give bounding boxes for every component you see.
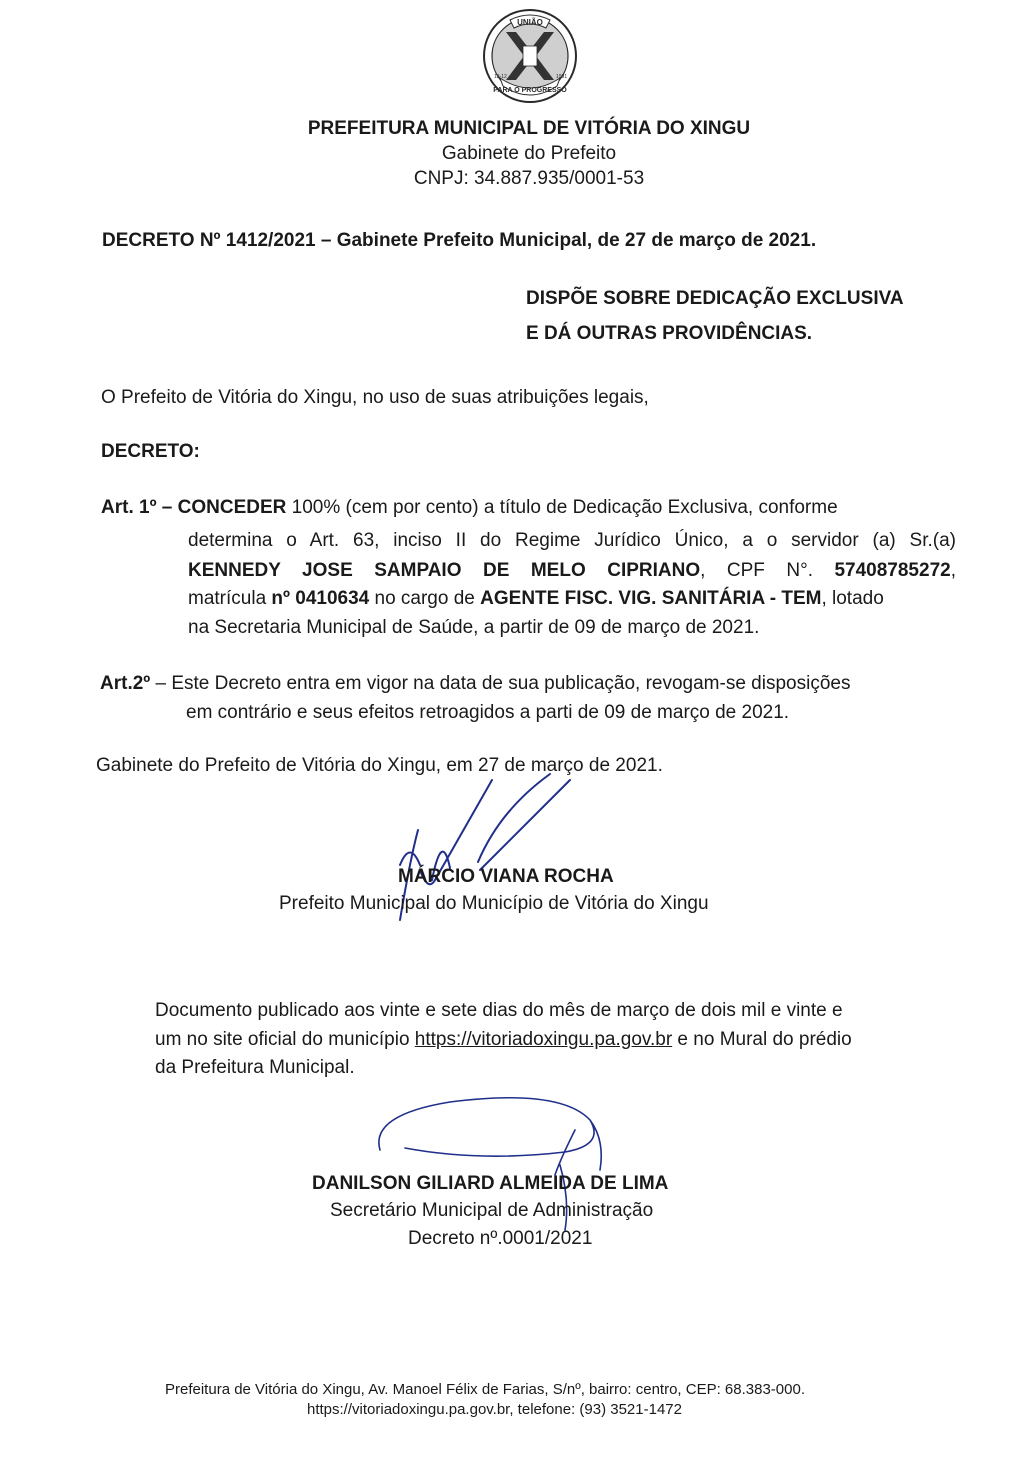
publication-line2-pre: um no site oficial do município: [155, 1029, 415, 1050]
cargo-label: no cargo de: [369, 588, 481, 609]
cpf-label: , CPF N°.: [700, 560, 835, 581]
art2-line2: em contrário e seus efeitos retroagidos a parti de 09 de março de 2021.: [186, 702, 790, 723]
cargo-value: AGENTE FISC. VIG. SANITÁRIA - TEM: [480, 588, 822, 609]
art1-line4: [188, 588, 956, 610]
cpf-value: 57408785272: [834, 560, 951, 581]
art1-text1: 100% (cem por cento) a título de Dedicação Exclusiva, conforme: [286, 497, 838, 518]
art2-text1: – Este Decreto entra em vigor na data de sua publicação, revogam-se disposições: [150, 673, 851, 694]
art2-label: Art.2º: [100, 673, 151, 694]
matricula-value: nº 0410634: [271, 588, 370, 609]
seal-bottom-text: PARA O PROGRESSO: [493, 87, 567, 94]
decree-heading: DECRETO Nº 1412/2021 – Gabinete Prefeito Municipal, de 27 de março de 2021.: [102, 230, 817, 251]
matricula-label: matrícula: [188, 588, 272, 609]
header-cnpj: CNPJ: 34.887.935/0001-53: [413, 168, 645, 189]
signatory1-name: MÁRCIO VIANA ROCHA: [398, 866, 614, 887]
municipal-website-link[interactable]: https://vitoriadoxingu.pa.gov.br: [414, 1029, 673, 1050]
decree-preamble: O Prefeito de Vitória do Xingu, no uso de suas atribuições legais,: [101, 387, 649, 408]
publication-line1: Documento publicado aos vinte e sete dias do mês de março de dois mil e vinte e: [155, 1000, 843, 1021]
cpf-after: ,: [950, 560, 956, 581]
decreto-label: DECRETO:: [101, 441, 200, 462]
footer-contact: https://vitoriadoxingu.pa.gov.br, telefone: (93) 3521-1472: [307, 1401, 682, 1418]
header-title: PREFEITURA MUNICIPAL DE VITÓRIA DO XINGU: [307, 118, 751, 139]
municipal-seal-icon: [480, 6, 580, 106]
publication-line3: da Prefeitura Municipal.: [155, 1057, 355, 1078]
signatory2-name: DANILSON GILIARD ALMEIDA DE LIMA: [312, 1173, 669, 1194]
servant-name: KENNEDY JOSE SAMPAIO DE MELO CIPRIANO: [188, 560, 701, 581]
cargo-after: , lotado: [821, 588, 884, 609]
signatory2-role: Secretário Municipal de Administração: [330, 1200, 654, 1221]
publication-line2: [155, 1029, 852, 1051]
art1-line2: determina o Art. 63, inciso II do Regime Jurídico Único, a o servidor (a) Sr.(a): [188, 530, 956, 551]
seal-top-text: UNIÃO: [517, 18, 543, 27]
art1-line3: [188, 560, 956, 582]
art1-label: Art. 1º –: [101, 497, 178, 518]
seal-year-left: 13-12: [494, 74, 507, 80]
header-subtitle: Gabinete do Prefeito: [441, 143, 617, 164]
art1-verb: CONCEDER: [177, 497, 287, 518]
publication-line2-post: e no Mural do prédio: [672, 1029, 852, 1050]
decree-closing: Gabinete do Prefeito de Vitória do Xingu, em 27 de março de 2021.: [96, 755, 663, 776]
art1-line5: na Secretaria Municipal de Saúde, a partir de 09 de março de 2021.: [188, 617, 760, 638]
decree-summary-line1: DISPÕE SOBRE DEDICAÇÃO EXCLUSIVA: [526, 288, 904, 309]
signatory2-decree: Decreto nº.0001/2021: [408, 1228, 593, 1249]
art2-line1: [100, 673, 850, 695]
seal-year-right: 1991: [556, 74, 568, 80]
decree-summary-line2: E DÁ OUTRAS PROVIDÊNCIAS.: [526, 323, 813, 344]
footer-address: Prefeitura de Vitória do Xingu, Av. Manoel Félix de Farias, S/nº, bairro: centro, CEP: 68.383-000.: [165, 1381, 805, 1398]
art1-line1: [101, 497, 956, 519]
signatory1-role: Prefeito Municipal do Município de Vitória do Xingu: [279, 893, 709, 914]
